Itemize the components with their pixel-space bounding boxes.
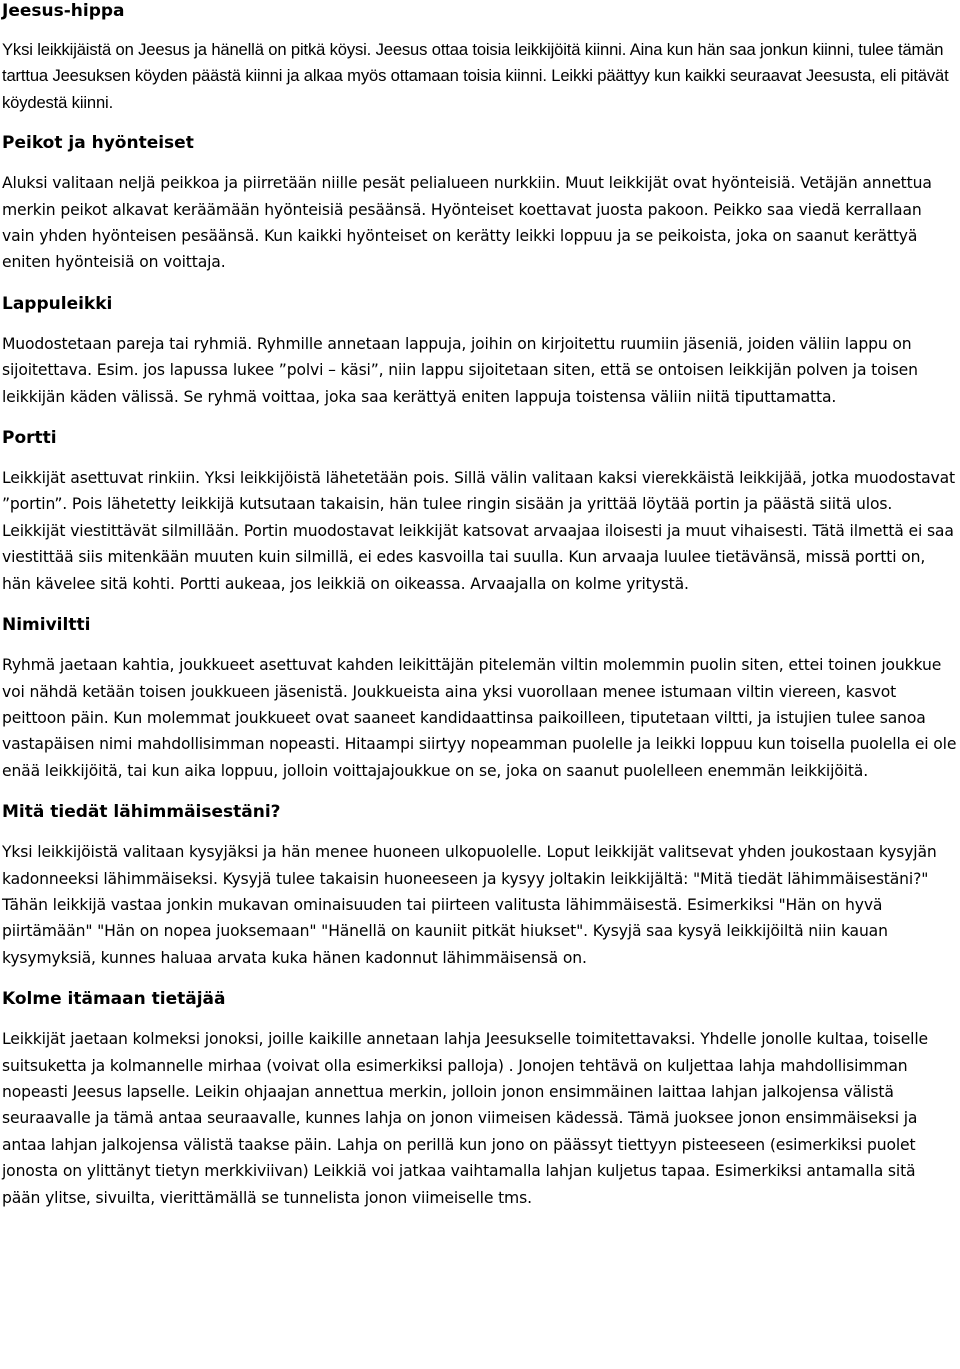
section-nimiviltti xyxy=(2,614,958,784)
section-heading: Mitä tiedät lähimmäisestäni? xyxy=(2,802,281,823)
section-paragraph: Yksi leikkijäistä on Jeesus ja hänellä on pitkä köysi. Jeesus ottaa toisia leikkijöitä kiinni. Aina kun hän saa jonkun kiinni, tulee tämän tarttua Jeesuksen köyden päästä kiinni ja alkaa myös ottamaan toisia kiinni. Leikki päättyy kun kaikki seuraavat Jeesusta, eli pitävät köydestä kiinni. xyxy=(2,40,949,112)
document-page xyxy=(2,0,958,1211)
section-paragraph: Muodostetaan pareja tai ryhmiä. Ryhmille annetaan lappuja, joihin on kirjoitettu ruumiin jäseniä, joiden väliin lappu on sijoitettava. Esim. jos lapussa lukee ”polvi – käsi”, niin lappu sijoitetaan siten, että se ontoisen leikkijän polven ja toisen leikkijän käden välissä. Se ryhmä voittaa, joka saa kerättyä eniten lappuja toistensa väliin niitä tiputtamatta. xyxy=(2,334,918,406)
section-paragraph: Yksi leikkijöistä valitaan kysyjäksi ja hän menee huoneen ulkopuolelle. Loput leikkijät valitsevat yhden joukostaan kysyjän kadonneeksi lähimmäiseksi. Kysyjä tulee takaisin huoneeseen ja kysyy joltakin leikkijältä: "Mitä tiedät lähimmäisestäni?" Tähän leikkijä vastaa jonkin mukavan ominaisuuden tai piirteen valitusta lähimmäisestä. Esimerkiksi "Hän on hyvä piirtämään" "Hän on nopea juoksemaan" "Hänellä on kauniit pitkät hiukset". Kysyjä saa kysyä leikkijöiltä niin kauan kysymyksiä, kunnes haluaa arvata kuka hänen kadonnut lähimmäisensä on. xyxy=(2,843,937,967)
section-heading: Peikot ja hyönteiset xyxy=(2,133,194,154)
section-heading: Kolme itämaan tietäjää xyxy=(2,989,226,1010)
section-paragraph: Ryhmä jaetaan kahtia, joukkueet asettuvat kahden leikittäjän pitelemän viltin molemmin puolin siten, ettei toinen joukkue voi nähdä ketään toisen joukkueen jäsenistä. Joukkueista aina yksi vuorollaan menee istumaan viltin viereen, kasvot peittoon päin. Kun molemmat joukkueet ovat saaneet kandidaattinsa paikoilleen, tiputetaan viltti, ja istujien tulee sanoa vastapäisen nimi mahdollisimman nopeasti. Hitaampi siirtyy nopeamman puolelle ja leikki loppuu kun toisella puolella ei ole enää leikkijöitä, tai kun aika loppuu, jolloin voittajajoukkue on se, joka on saanut puolelleen enemmän leikkijöitä. xyxy=(2,656,957,780)
section-lappuleikki xyxy=(2,293,958,410)
section-paragraph: Leikkijät jaetaan kolmeksi jonoksi, joille kaikille annetaan lahja Jeesukselle toimitettavaksi. Yhdelle jonolle kultaa, toiselle suitsuketta ja kolmannelle mirhaa (voivat olla esimerkiksi palloja) . Jonojen tehtävä on kuljettaa lahja mahdollisimman nopeasti Jeesus lapselle. Leikin ohjaajan annettua merkin, jolloin jonon ensimmäinen laittaa lahjan jalkojensa välistä seuraavalle ja tämä antaa seuraavalle, kunnes lahja on jonon viimeisen kädessä. Tämä juoksee jonon ensimmäiseksi ja antaa lahjan jalkojensa välistä taakse päin. Lahja on perillä kun jono on päässyt tiettyyn pisteeseen (esimerkiksi puolet jonosta on ylittänyt tietyn merkkiviivan) Leikkiä voi jatkaa vaihtamalla lahjan kuljetus tapaa. Esimerkiksi antamalla sitä pään ylitse, sivuilta, vierittämällä se tunnelista jonon viimeiselle tms. xyxy=(2,1030,928,1207)
section-portti xyxy=(2,427,958,597)
section-heading: Lappuleikki xyxy=(2,293,113,314)
section-heading: Jeesus-hippa xyxy=(2,1,125,21)
section-paragraph: Aluksi valitaan neljä peikkoa ja piirretään niille pesät pelialueen nurkkiin. Muut leikkijät ovat hyönteisiä. Vetäjän annettua merkin peikot alkavat keräämään hyönteisiä pesäänsä. Hyönteiset koettavat juosta pakoon. Peikko saa viedä kerrallaan vain yhden hyönteisen pesäänsä. Kun kaikki hyönteiset on kerätty leikki loppuu ja se peikoista, joka on saanut kerättyä eniten hyönteisiä on voittaja. xyxy=(2,174,932,272)
section-peikot-ja-hyonteiset xyxy=(2,132,958,276)
section-paragraph: Leikkijät asettuvat rinkiin. Yksi leikkijöistä lähetetään pois. Sillä välin valitaan kaksi vierekkäistä leikkijää, jotka muodostavat ”portin”. Pois lähetetty leikkijä kutsutaan takaisin, hän tulee ringin sisään ja yrittää löytää portin ja päästä siitä ulos. Leikkijät viestittävät silmillään. Portin muodostavat leikkijät katsovat arvaajaa iloisesti ja muut vihaisesti. Tätä ilmettä ei saa viestittää siis mitenkään muuten kuin silmillä, ei edes kasvoilla tai suulla. Kun arvaaja luulee tietävänsä, missä portti on, hän kävelee sitä kohti. Portti aukeaa, jos leikkiä on oikeassa. Arvaajalla on kolme yritystä. xyxy=(2,469,955,593)
section-heading: Nimiviltti xyxy=(2,615,91,636)
section-heading: Portti xyxy=(2,428,57,449)
section-kolme-itamaan-tietajaa xyxy=(2,988,958,1211)
section-mita-tiedat-lahimmaisestani xyxy=(2,801,958,971)
section-jeesus-hippa xyxy=(2,0,958,116)
